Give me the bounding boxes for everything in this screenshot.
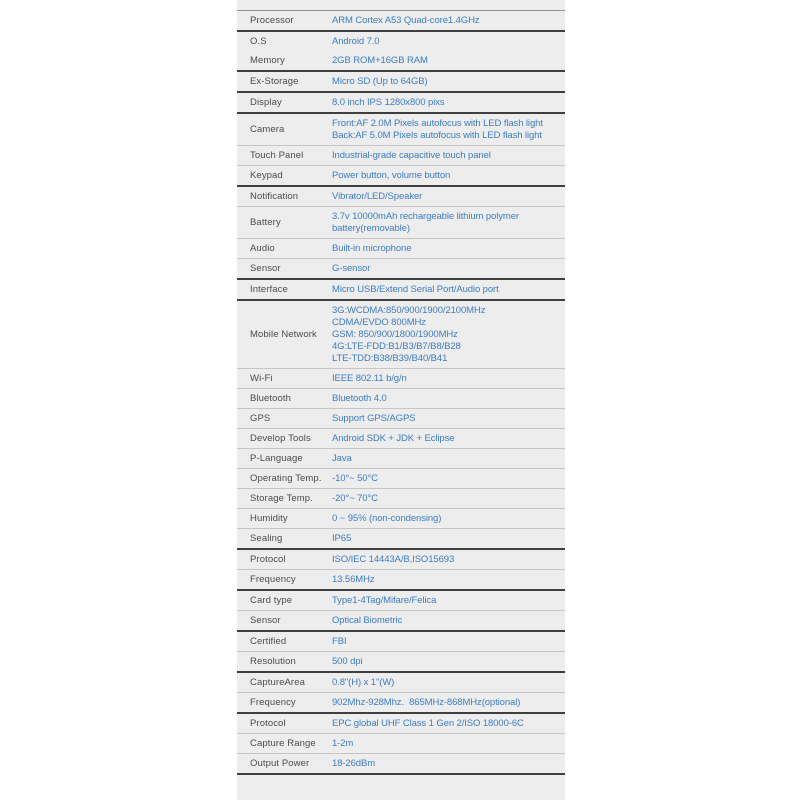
spec-row xyxy=(237,239,565,259)
spec-row-value xyxy=(332,97,565,109)
spec-row-value-line: Micro USB/Extend Serial Port/Audio port xyxy=(332,283,499,295)
spec-row-value-line: 8.0 inch IPS 1280x800 pixs xyxy=(332,96,445,108)
spec-row-value-line: FBI xyxy=(332,635,347,647)
spec-row-value-line: Support GPS/AGPS xyxy=(332,412,416,424)
spec-row xyxy=(237,280,565,301)
spec-row-label: Frequency xyxy=(250,696,296,708)
spec-row xyxy=(237,550,565,570)
spec-row-label: Wi-Fi xyxy=(250,372,273,384)
spec-row xyxy=(237,632,565,652)
spec-row-value xyxy=(332,211,565,235)
spec-row-label: Keypad xyxy=(250,169,283,181)
spec-row-value-line: 500 dpi xyxy=(332,655,363,667)
spec-row-value xyxy=(332,393,565,405)
spec-row-label: Bluetooth xyxy=(250,392,292,404)
spec-row-label: Develop Tools xyxy=(250,432,311,444)
spec-row-label: Sensor xyxy=(250,262,281,274)
spec-row-value-line: Bluetooth 4.0 xyxy=(332,392,387,404)
spec-row xyxy=(237,369,565,389)
spec-row-value xyxy=(332,150,565,162)
spec-row-value-line: Android 7.0 xyxy=(332,35,380,47)
spec-row-value xyxy=(332,118,565,142)
spec-row-value xyxy=(332,636,565,648)
spec-row-value-line: ISO/IEC 14443A/B,ISO15693 xyxy=(332,553,455,565)
spec-row-value xyxy=(332,533,565,545)
spec-row-value-line: GSM: 850/900/1800/1900MHz xyxy=(332,328,458,340)
spec-row xyxy=(237,259,565,280)
spec-row-value xyxy=(332,738,565,750)
spec-row-value xyxy=(332,243,565,255)
spec-row-value xyxy=(332,76,565,88)
spec-row xyxy=(237,166,565,187)
spec-row-label: Card type xyxy=(250,594,293,606)
spec-row xyxy=(237,652,565,673)
spec-row xyxy=(237,734,565,754)
spec-row xyxy=(237,409,565,429)
spec-row xyxy=(237,693,565,714)
spec-row xyxy=(237,489,565,509)
spec-row xyxy=(237,673,565,693)
spec-row-value xyxy=(332,413,565,425)
spec-row-value xyxy=(332,373,565,385)
spec-row-value xyxy=(332,170,565,182)
spec-row-value xyxy=(332,677,565,689)
spec-row xyxy=(237,207,565,239)
spec-row-value xyxy=(332,55,565,67)
spec-row-label: Audio xyxy=(250,242,275,254)
spec-row-label: Memory xyxy=(250,54,285,66)
spec-row-value xyxy=(332,191,565,203)
spec-row xyxy=(237,146,565,166)
spec-row-value-line: -10°~ 50°C xyxy=(332,472,378,484)
spec-row-value xyxy=(332,284,565,296)
spec-row-value xyxy=(332,615,565,627)
spec-row-value xyxy=(332,453,565,465)
spec-row-value xyxy=(332,263,565,275)
spec-row-label: Processor xyxy=(250,14,294,26)
spec-row-value xyxy=(332,513,565,525)
spec-row-value xyxy=(332,574,565,586)
spec-row-label: Sensor xyxy=(250,614,281,626)
spec-row xyxy=(237,449,565,469)
spec-row-label: P-Language xyxy=(250,452,303,464)
spec-row-label: Sealing xyxy=(250,532,283,544)
spec-table xyxy=(237,10,565,775)
spec-row-value-line: 2GB ROM+16GB RAM xyxy=(332,54,428,66)
spec-row-value-line: Front:AF 2.0M Pixels autofocus with LED flash light xyxy=(332,117,543,129)
spec-row-value xyxy=(332,656,565,668)
spec-row xyxy=(237,591,565,611)
spec-row-value xyxy=(332,697,565,709)
spec-row xyxy=(237,469,565,489)
spec-row-label: Ex-Storage xyxy=(250,75,299,87)
spec-row-value xyxy=(332,36,565,48)
spec-row-value xyxy=(332,758,565,770)
spec-row-value-line: IP65 xyxy=(332,532,352,544)
spec-row xyxy=(237,754,565,775)
spec-row-value-line: Industrial-grade capacitive touch panel xyxy=(332,149,491,161)
spec-row xyxy=(237,509,565,529)
spec-row-value xyxy=(332,15,565,27)
spec-row-value-line: Built-in microphone xyxy=(332,242,412,254)
spec-row-label: Mobile Network xyxy=(250,328,317,340)
spec-row-value xyxy=(332,718,565,730)
spec-row-value-line: Optical Biometric xyxy=(332,614,403,626)
spec-row-value-line: Java xyxy=(332,452,352,464)
spec-row xyxy=(237,32,565,51)
specs-panel xyxy=(237,0,565,800)
spec-row-value xyxy=(332,595,565,607)
spec-row xyxy=(237,389,565,409)
spec-row-value-line: 1-2m xyxy=(332,737,354,749)
spec-row-value-line: ARM Cortex A53 Quad-core1.4GHz xyxy=(332,14,480,26)
spec-row xyxy=(237,529,565,550)
spec-row-value-line: Type1-4Tag/Mifare/Felica xyxy=(332,594,437,606)
spec-row-value xyxy=(332,473,565,485)
spec-row xyxy=(237,187,565,207)
spec-row-label: Capture Range xyxy=(250,737,316,749)
spec-row-value-line: Back:AF 5.0M Pixels autofocus with LED flash light xyxy=(332,129,542,141)
spec-row-value xyxy=(332,554,565,566)
spec-row-value-line: 902Mhz-928Mhz. 865MHz-868MHz(optional) xyxy=(332,696,521,708)
spec-row-label: Display xyxy=(250,96,282,108)
spec-row-value-line: 3.7v 10000mAh rechargeable lithium polymer xyxy=(332,210,519,222)
spec-row xyxy=(237,714,565,734)
spec-row-value xyxy=(332,305,565,365)
spec-row-label: Battery xyxy=(250,216,281,228)
spec-row xyxy=(237,570,565,591)
spec-row-label: Certified xyxy=(250,635,287,647)
spec-row-value-line: IEEE 802.11 b/g/n xyxy=(332,372,407,384)
spec-row-value-line: EPC global UHF Class 1 Gen 2/ISO 18000-6C xyxy=(332,717,524,729)
spec-row-label: Storage Temp. xyxy=(250,492,313,504)
spec-row-value xyxy=(332,493,565,505)
spec-row-label: GPS xyxy=(250,412,271,424)
spec-row-label: Frequency xyxy=(250,573,296,585)
spec-row-label: Interface xyxy=(250,283,288,295)
spec-row-value-line: 13.56MHz xyxy=(332,573,375,585)
spec-row-value-line: CDMA/EVDO 800MHz xyxy=(332,316,426,328)
spec-row xyxy=(237,429,565,449)
spec-row-label: Protocol xyxy=(250,717,286,729)
spec-row-value-line: G-sensor xyxy=(332,262,371,274)
spec-row-value-line: -20°~ 70°C xyxy=(332,492,378,504)
spec-row-value-line: battery(removable) xyxy=(332,222,410,234)
spec-row-value-line: 0.8"(H) x 1"(W) xyxy=(332,676,395,688)
spec-row-label: Notification xyxy=(250,190,299,202)
spec-row-label: O.S xyxy=(250,35,267,47)
spec-row xyxy=(237,93,565,114)
spec-row-label: Humidity xyxy=(250,512,288,524)
spec-row-value-line: 4G:LTE-FDD:B1/B3/B7/B8/B28 xyxy=(332,340,461,352)
spec-row xyxy=(237,72,565,93)
spec-row-value-line: Vibrator/LED/Speaker xyxy=(332,190,423,202)
spec-row xyxy=(237,11,565,32)
spec-row-value-line: 18-26dBm xyxy=(332,757,376,769)
spec-row-value xyxy=(332,433,565,445)
spec-row-value-line: 3G:WCDMA:850/900/1900/2100MHz xyxy=(332,304,486,316)
spec-row xyxy=(237,51,565,72)
spec-row-value-line: Micro SD (Up to 64GB) xyxy=(332,75,428,87)
spec-row-label: Touch Panel xyxy=(250,149,304,161)
spec-row-value-line: LTE-TDD:B38/B39/B40/B41 xyxy=(332,352,448,364)
spec-row-value-line: Android SDK + JDK + Eclipse xyxy=(332,432,455,444)
spec-row-label: Protocol xyxy=(250,553,286,565)
spec-row xyxy=(237,301,565,369)
spec-row-value-line: Power button, volume button xyxy=(332,169,451,181)
spec-row xyxy=(237,114,565,146)
spec-row-label: Resolution xyxy=(250,655,296,667)
spec-row-label: Operating Temp. xyxy=(250,472,322,484)
spec-row xyxy=(237,611,565,632)
spec-row-label: Camera xyxy=(250,123,285,135)
spec-row-value-line: 0 ~ 95% (non-condensing) xyxy=(332,512,442,524)
spec-row-label: Output Power xyxy=(250,757,310,769)
spec-row-label: CaptureArea xyxy=(250,676,305,688)
